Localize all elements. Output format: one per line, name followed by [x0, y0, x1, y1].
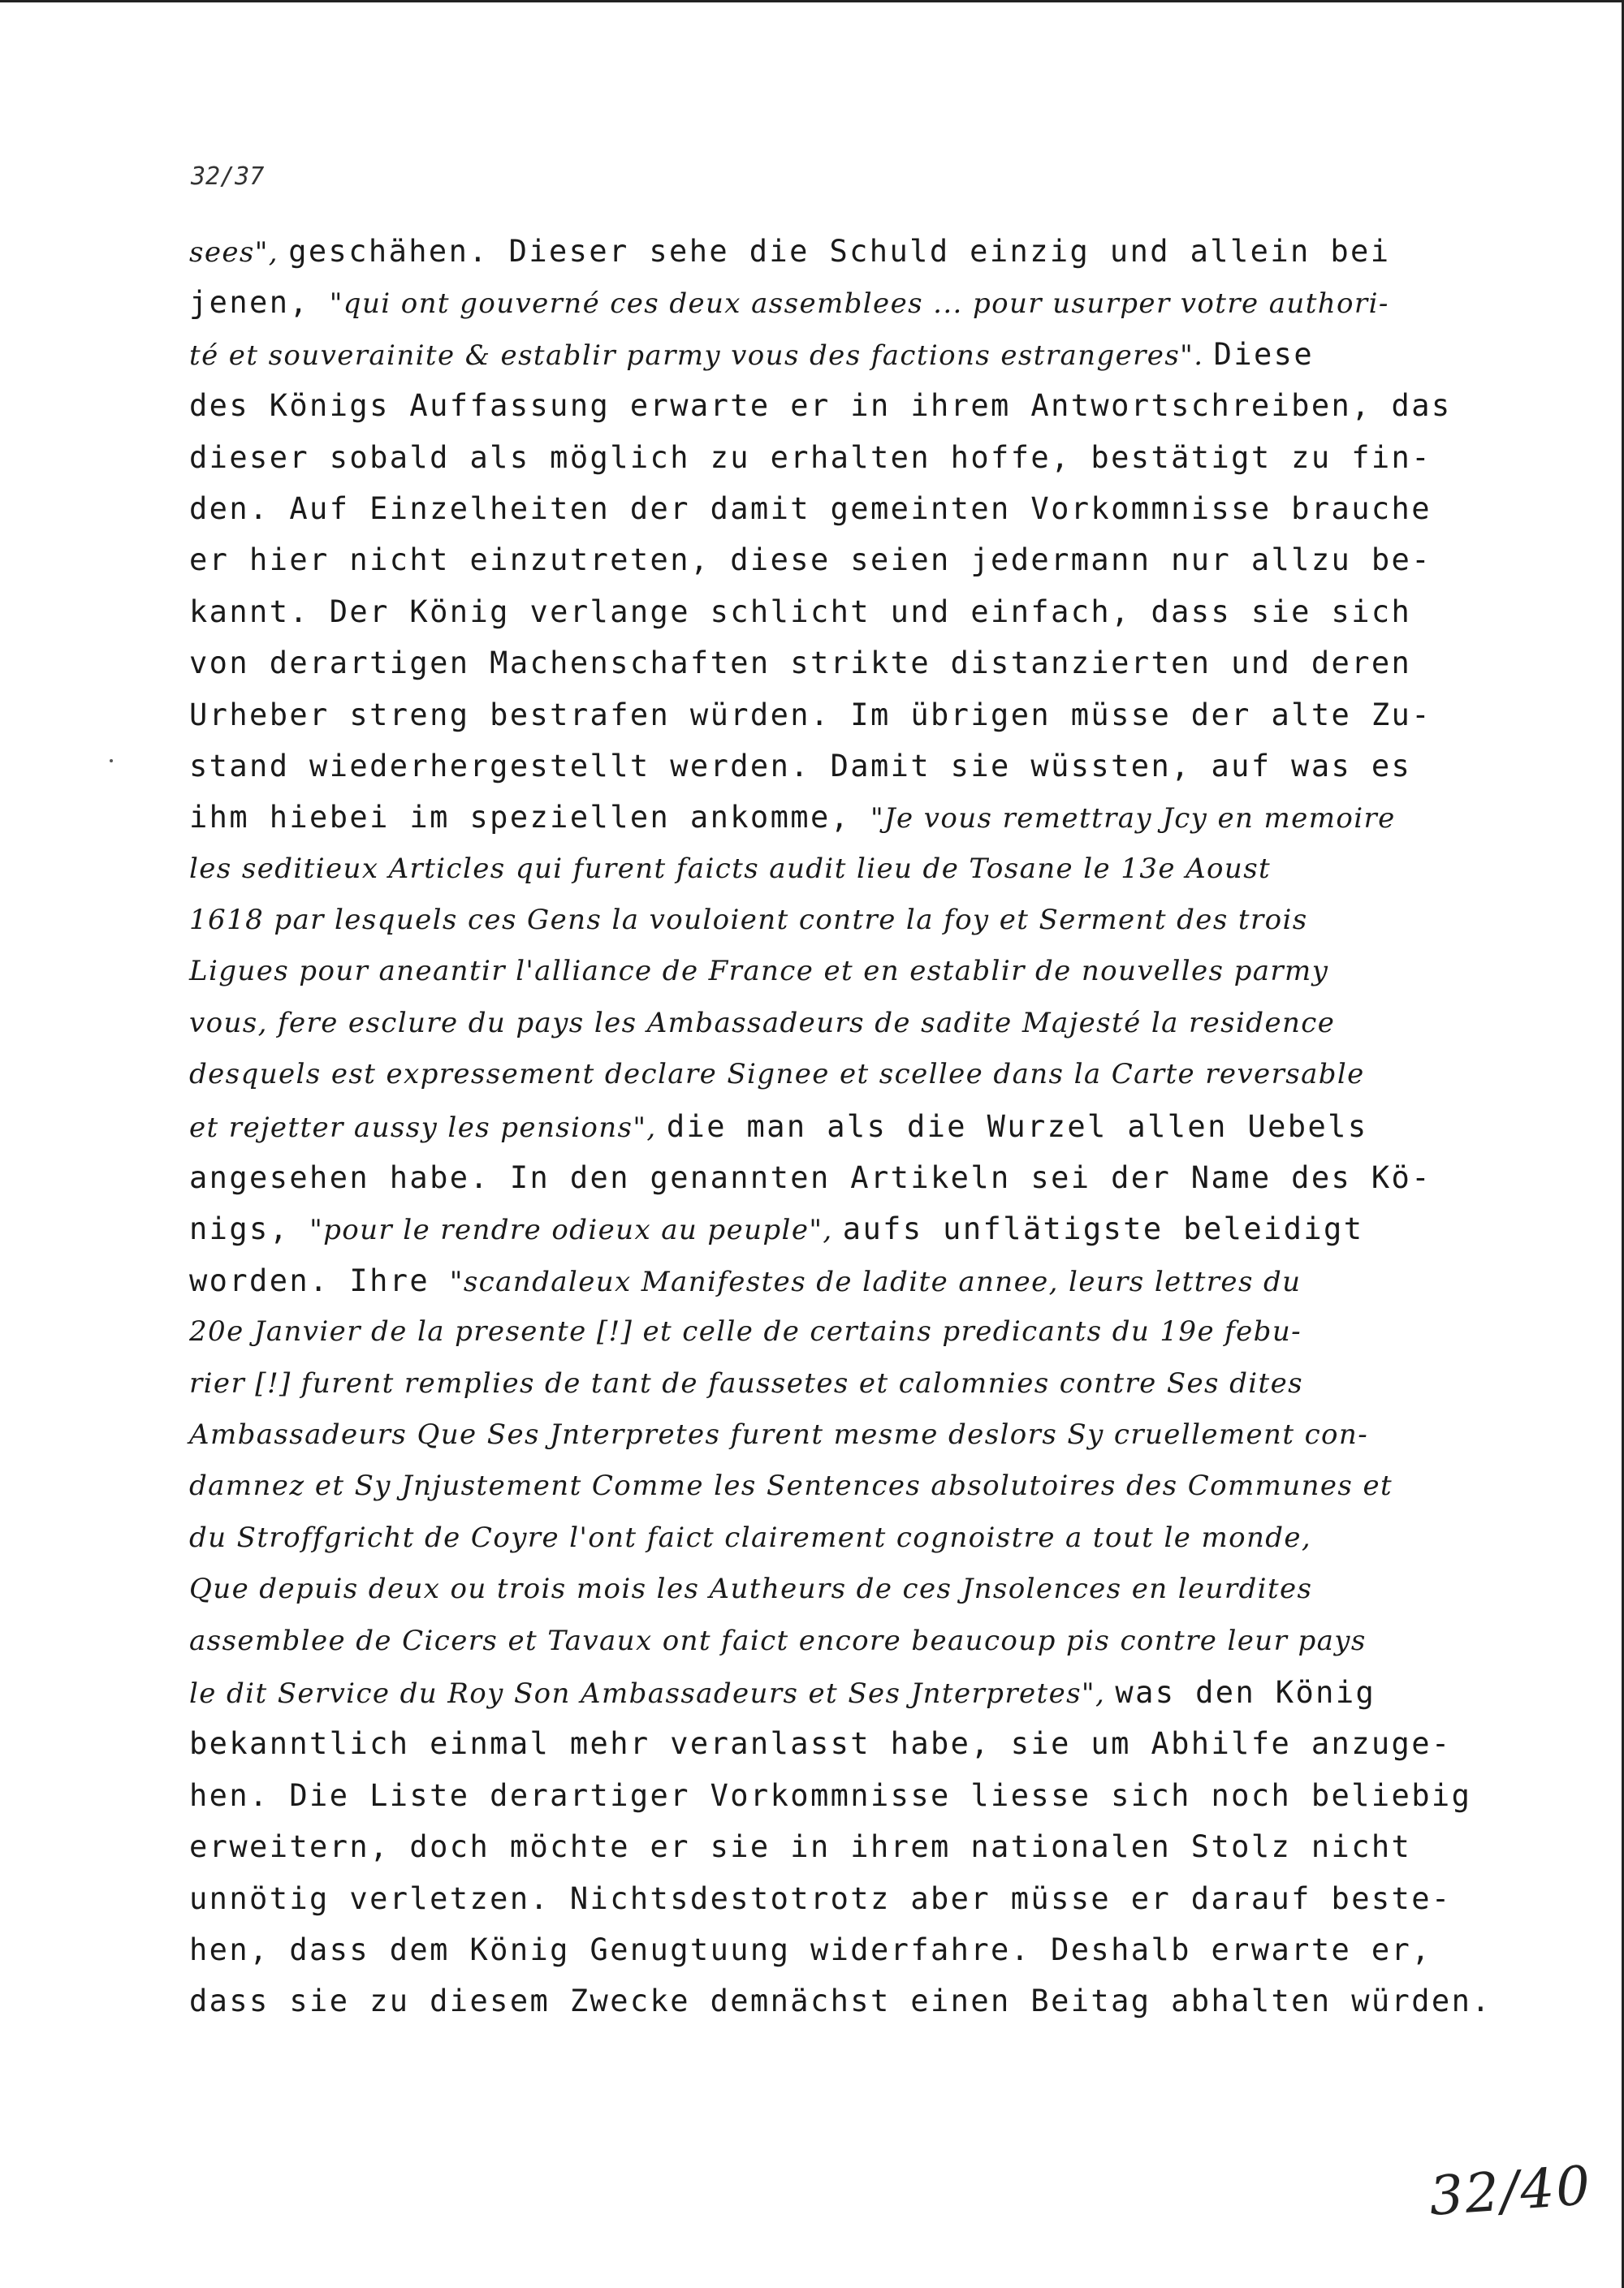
text-line — [189, 1049, 1456, 1100]
page-border-top — [0, 0, 1624, 2]
text-line — [189, 329, 1456, 380]
handwritten-folio-number: 32/40 — [1427, 2154, 1594, 2228]
quoted-french-text: "pour le rendre odieux au peuple", — [309, 1214, 843, 1247]
german-text: er hier nicht einzutreten, diese seien jedermann nur allzu be- — [189, 542, 1432, 578]
text-line — [189, 1358, 1456, 1409]
german-text: worden. Ihre — [189, 1263, 450, 1298]
quoted-french-text: 20e Janvier de la presente [!] et celle de certains predicants du 19e febu- — [189, 1315, 1302, 1349]
text-line — [189, 946, 1456, 997]
text-line — [189, 1667, 1456, 1718]
text-line — [189, 998, 1456, 1049]
text-line — [189, 1821, 1456, 1872]
text-line — [189, 380, 1456, 431]
text-line — [189, 534, 1456, 585]
german-text: die man als die Wurzel allen Uebels — [666, 1108, 1368, 1144]
german-text: Diese — [1213, 336, 1315, 372]
german-text: nigs, — [189, 1211, 310, 1247]
text-line — [189, 1152, 1456, 1203]
text-line — [189, 1564, 1456, 1615]
text-line — [189, 740, 1456, 792]
quoted-french-text: Ligues pour aneantir l'alliance de France et en establir de nouvelles parmy — [189, 955, 1329, 988]
german-text: Urheber streng bestrafen würden. Im übrigen müsse der alte Zu- — [189, 697, 1432, 732]
german-text: kannt. Der König verlange schlicht und einfach, dass sie sich — [189, 594, 1412, 629]
quoted-french-text: 1618 par lesquels ces Gens la vouloient contre la foy et Serment des trois — [189, 904, 1308, 937]
german-text: den. Auf Einzelheiten der damit gemeinten Vorkommnisse brauche — [189, 490, 1432, 526]
text-line — [189, 689, 1456, 740]
german-text: dieser sobald als möglich zu erhalten hoffe, bestätigt zu fin- — [189, 439, 1432, 475]
text-line — [189, 1513, 1456, 1564]
german-text: stand wiederhergestellt werden. Damit sie wüssten, auf was es — [189, 748, 1412, 784]
german-text: hen. Die Liste derartiger Vorkommnisse liesse sich noch beliebig — [189, 1777, 1472, 1813]
text-line — [189, 792, 1456, 843]
german-text: was den König — [1115, 1674, 1376, 1710]
text-line — [189, 1306, 1456, 1358]
text-line — [189, 1873, 1456, 1924]
german-text: jenen, — [189, 285, 330, 321]
text-line — [189, 1975, 1492, 2027]
quoted-french-text: les seditieux Articles qui furent faicts audit lieu de Tosane le 13e Aoust — [189, 852, 1272, 885]
margin-dot — [110, 759, 113, 762]
german-text: ihm hiebei im speziellen ankomme, — [189, 800, 870, 835]
german-text: dass sie zu diesem Zwecke demnächst einen Beitag abhalten würden. — [189, 1984, 1492, 2019]
text-line — [189, 637, 1456, 689]
quoted-french-text: "Je vous remettray Jcy en memoire — [870, 802, 1396, 835]
text-line — [189, 1461, 1456, 1512]
quoted-french-text: "qui ont gouverné ces deux assemblees ... pour usurper votre authori- — [329, 287, 1389, 321]
text-line — [189, 1203, 1456, 1254]
quoted-french-text: et rejetter aussy les pensions", — [189, 1111, 667, 1144]
text-line — [189, 1770, 1472, 1821]
text-line — [189, 226, 1456, 277]
quoted-french-text: Que depuis deux ou trois mois les Autheurs de ces Jnsolences en leurdites — [189, 1573, 1313, 1606]
quoted-french-text: du Stroffgricht de Coyre l'ont faict clairement cognoistre a tout le monde, — [189, 1521, 1312, 1554]
quoted-french-text: sees", — [189, 236, 289, 269]
text-line — [189, 1101, 1456, 1152]
quoted-french-text: desquels est expressement declare Signee et scellee dans la Carte reversable — [189, 1058, 1365, 1091]
german-text: aufs unflätigste beleidigt — [842, 1211, 1364, 1247]
quoted-french-text: rier [!] furent remplies de tant de faussetes et calomnies contre Ses dites — [189, 1366, 1303, 1400]
page-number: 32/37 — [191, 162, 265, 191]
text-line — [189, 432, 1456, 483]
text-line — [189, 844, 1456, 895]
text-line — [189, 895, 1456, 946]
quoted-french-text: vous, fere esclure du pays les Ambassadeurs de sadite Majesté la residence — [189, 1006, 1336, 1039]
german-text: hen, dass dem König Genugtuung widerfahre. Deshalb erwarte er, — [189, 1932, 1432, 1967]
quoted-french-text: assemblee de Cicers et Tavaux ont faict encore beaucoup pis contre leur pays — [189, 1624, 1367, 1657]
text-line — [189, 1924, 1456, 1975]
german-text: von derartigen Machenschaften strikte distanzierten und deren — [189, 645, 1412, 681]
text-line — [189, 586, 1456, 637]
german-text: geschähen. Dieser sehe die Schuld einzig und allein bei — [288, 234, 1391, 269]
body-text — [189, 226, 1492, 2027]
quoted-french-text: damnez et Sy Jnjustement Comme les Sentences absolutoires des Communes et — [189, 1470, 1393, 1503]
quoted-french-text: le dit Service du Roy Son Ambassadeurs et Ses Jnterpretes", — [189, 1677, 1116, 1710]
quoted-french-text: té et souverainite & establir parmy vous des factions estrangeres". — [189, 339, 1214, 372]
quoted-french-text: Ambassadeurs Que Ses Jnterpretes furent mesme deslors Sy cruellement con- — [189, 1418, 1369, 1451]
german-text: erweitern, doch möchte er sie in ihrem nationalen Stolz nicht — [189, 1829, 1412, 1865]
german-text: unnötig verletzen. Nichtsdestotrotz aber müsse er darauf beste- — [189, 1880, 1452, 1916]
german-text: angesehen habe. In den genannten Artikeln sei der Name des Kö- — [189, 1160, 1432, 1196]
german-text: des Königs Auffassung erwarte er in ihrem Antwortschreiben, das — [189, 388, 1452, 424]
text-line — [189, 1718, 1456, 1769]
text-line — [189, 1409, 1456, 1461]
text-line — [189, 277, 1456, 328]
text-line — [189, 1616, 1456, 1667]
quoted-french-text: "scandaleux Manifestes de ladite annee, leurs lettres du — [449, 1265, 1302, 1298]
german-text: bekanntlich einmal mehr veranlasst habe, sie um Abhilfe anzuge- — [189, 1726, 1452, 1762]
text-line — [189, 483, 1456, 534]
text-line — [189, 1255, 1456, 1306]
